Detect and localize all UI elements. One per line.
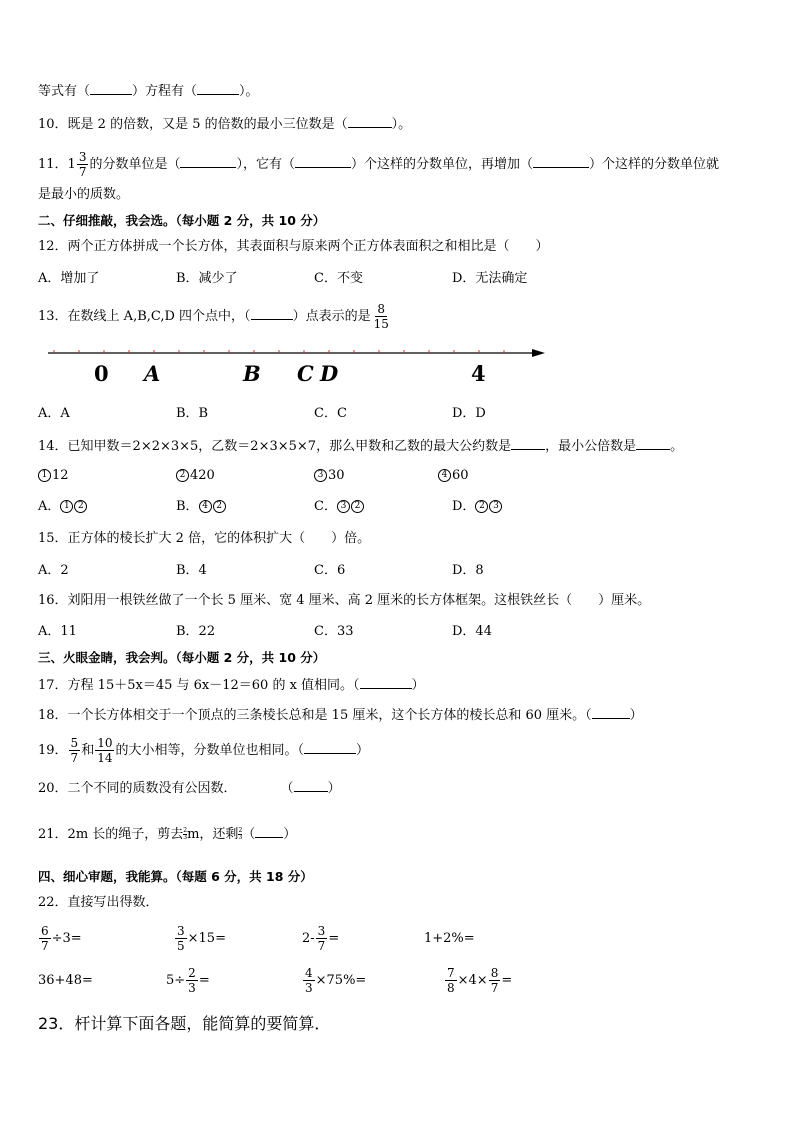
answer-blank[interactable] — [360, 676, 412, 689]
question-16: 16．刘阳用一根铁丝做了一个长 5 厘米、宽 4 厘米、高 2 厘米的长方体框架。这根铁丝长（ ）厘米。 — [38, 593, 651, 608]
option-b[interactable]: B．4 — [176, 563, 207, 578]
question-18: 18．一个长方体相交于一个顶点的三条棱长总和是 15 厘米，这个长方体的棱长总和 60 厘米。（ ） — [38, 708, 643, 723]
question-11-cont: 是最小的质数。 — [38, 187, 130, 202]
section-2-title: 二、仔细推敲，我会选。（每小题 2 分，共 10 分） — [38, 213, 326, 228]
item-4: 4 60 — [438, 467, 469, 485]
fraction: $\frac{8}{15}$ — [373, 302, 389, 331]
option-c[interactable]: C．不变 — [314, 271, 363, 286]
question-17: 17．方程 15＋5x＝45 与 6x－12＝60 的 x 值相同。（ ） — [38, 678, 425, 693]
answer-blank[interactable] — [636, 437, 670, 450]
answer-blank[interactable] — [294, 779, 328, 792]
question-22: 22．直接写出得数． — [38, 895, 159, 910]
answer-blank[interactable] — [304, 741, 356, 754]
answer-blank[interactable] — [197, 82, 239, 95]
option-a[interactable]: A．2 — [38, 563, 69, 578]
calc-6: 5÷ $\frac{2}{3}$ = — [166, 965, 210, 995]
label-0: 0 — [94, 361, 109, 386]
arrow-icon — [532, 349, 545, 357]
option-d[interactable]: D．8 — [452, 563, 484, 578]
answer-blank[interactable] — [251, 307, 293, 320]
answer-blank[interactable] — [255, 825, 283, 838]
answer-blank[interactable] — [511, 437, 545, 450]
question-19: 19． $\frac{5}{7}$ 和 $\frac{10}{14}$ 的大小相等，分数单位也相同。（ ） — [38, 736, 370, 765]
calc-8: $\frac{7}{8}$ ×4× $\frac{8}{7}$ = — [447, 965, 513, 995]
calc-2: $\frac{3}{5}$ ×15= — [177, 923, 226, 953]
option-b[interactable]: B． 4 2 — [176, 498, 227, 516]
option-a[interactable]: A．11 — [38, 624, 77, 639]
section-4-title: 四、细心审题，我能算。（每题 6 分，共 18 分） — [38, 869, 313, 884]
answer-blank[interactable] — [295, 155, 351, 168]
option-c[interactable]: C．6 — [314, 563, 346, 578]
option-c[interactable]: C．C — [314, 406, 347, 421]
question-21: 21．2m 长的绳子，剪去 $\frac{2}{3}$ m，还剩 $\frac{2}{3}$ （ ） — [38, 827, 297, 842]
answer-blank[interactable] — [90, 82, 132, 95]
option-d[interactable]: D．44 — [452, 624, 492, 639]
item-1: 1 12 — [38, 467, 69, 485]
question-13: 13．在数线上 A,B,C,D 四个点中，（ ）点表示的是 $\frac{8}{15}$ — [38, 302, 389, 331]
fraction: $\frac{10}{14}$ — [97, 736, 113, 765]
question-14: 14．已知甲数＝2×2×3×5，乙数＝2×3×5×7，那么甲数和乙数的最大公约数是 ，最小公倍数是 。 — [38, 439, 684, 454]
item-2: 2 420 — [176, 467, 215, 485]
option-c[interactable]: C． 3 2 — [314, 498, 365, 516]
option-c[interactable]: C．33 — [314, 624, 354, 639]
option-b[interactable]: B．B — [176, 406, 209, 421]
item-3: 3 30 — [314, 467, 345, 485]
answer-blank[interactable] — [348, 115, 392, 128]
label-c: C — [297, 361, 314, 386]
question-23: 23．杆计算下面各题，能简算的要简算． — [38, 1014, 331, 1033]
fraction: $\frac{5}{7}$ — [70, 736, 79, 765]
option-b[interactable]: B．22 — [176, 624, 216, 639]
equation-line: 等式有（ ）方程有（ ）。 — [38, 84, 259, 99]
question-20: 20．二个不同的质数没有公因数． （ ） — [38, 781, 341, 796]
answer-blank[interactable] — [592, 706, 630, 719]
option-a[interactable]: A． 1 2 — [38, 498, 88, 516]
label-4: 4 — [471, 361, 486, 386]
question-10: 10．既是 2 的倍数，又是 5 的倍数的最小三位数是（ ）。 — [38, 117, 412, 132]
option-a[interactable]: A．增加了 — [38, 271, 100, 286]
section-3-title: 三、火眼金睛，我会判。（每小题 2 分，共 10 分） — [38, 650, 326, 665]
question-12: 12．两个正方体拼成一个长方体，其表面积与原来两个正方体表面积之和相比是（ ） — [38, 239, 549, 254]
answer-blank[interactable] — [533, 155, 589, 168]
mixed-number: 1 $\frac{3}{7}$ — [67, 150, 87, 179]
calc-4: 1+2%= — [424, 930, 475, 946]
calc-5: 36+48= — [38, 972, 93, 988]
answer-blank[interactable] — [180, 155, 236, 168]
label-d: D — [320, 361, 339, 386]
calc-1: $\frac{6}{7}$ ÷3= — [41, 923, 82, 953]
option-d[interactable]: D．D — [452, 406, 486, 421]
fraction: $\frac{2}{3}$ — [238, 827, 243, 841]
calc-7: $\frac{4}{3}$ ×75%= — [305, 965, 367, 995]
option-d[interactable]: D．无法确定 — [452, 271, 528, 286]
label-b: B — [243, 361, 261, 386]
label-a: A — [144, 361, 161, 386]
fraction: $\frac{2}{3}$ — [183, 827, 188, 841]
question-11: 11． 1 $\frac{3}{7}$ 的分数单位是（ ），它有（ ）个这样的分数单位，再增加（ ）个这样的分数单位就 — [38, 150, 720, 179]
question-15: 15．正方体的棱长扩大 2 倍，它的体积扩大（ ）倍。 — [38, 531, 371, 546]
option-d[interactable]: D． 2 3 — [452, 498, 503, 516]
option-b[interactable]: B．减少了 — [176, 271, 238, 286]
option-a[interactable]: A．A — [38, 406, 70, 421]
calc-3: 2- $\frac{3}{7}$ = — [302, 923, 340, 953]
